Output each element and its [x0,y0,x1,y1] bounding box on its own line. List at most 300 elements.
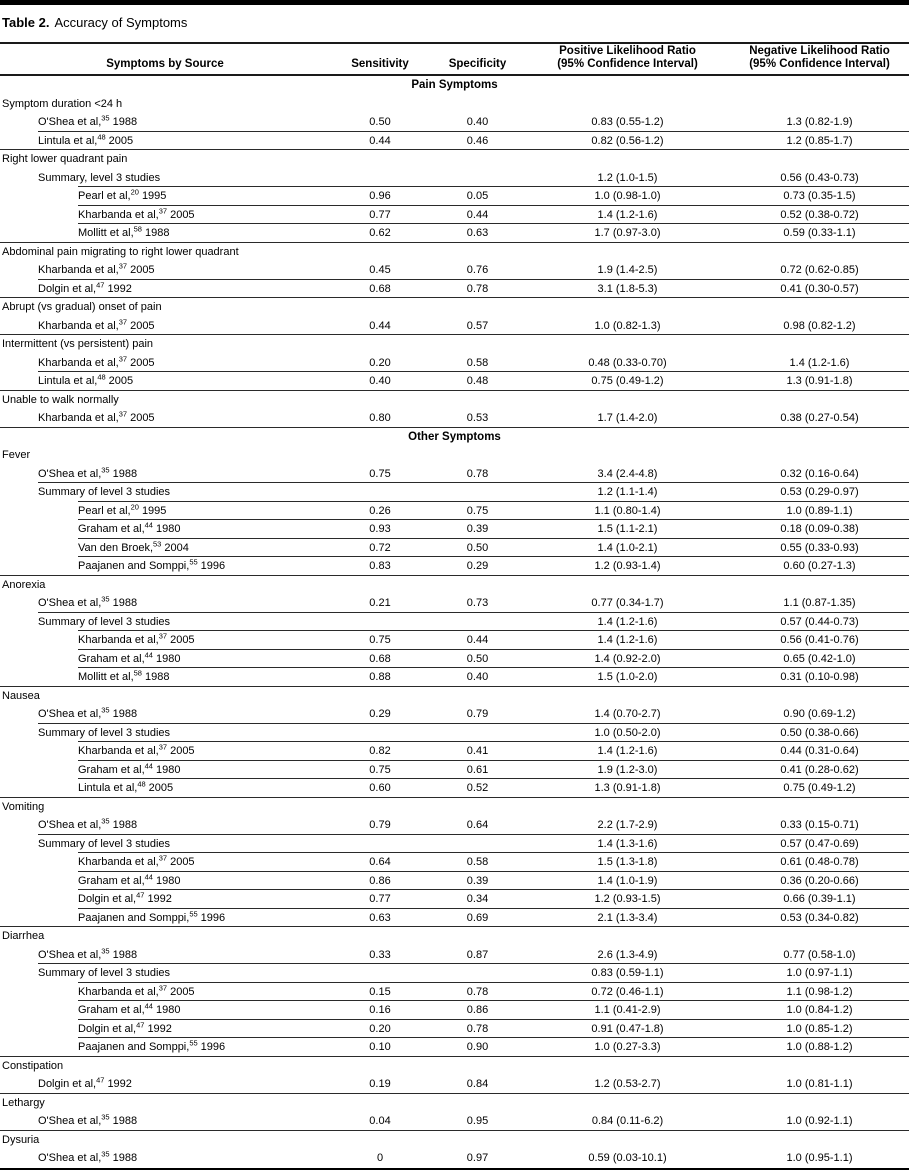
study-source-cell [0,557,330,576]
section-title: Pain Symptoms [411,79,498,91]
study-source-cell [0,1149,330,1168]
positive-lr-cell: 3.4 (2.4-4.8) [597,467,658,480]
study-source-cell [0,372,330,391]
sensitivity-cell: 0.75 [369,634,391,646]
symptom-group-row [0,927,909,946]
study-name: Graham et al, [78,874,145,887]
study-row [0,1038,909,1057]
specificity-cell: 0.44 [466,634,489,646]
study-source-cell [0,354,330,373]
study-year: 2005 [170,745,195,757]
negative-lr-cell: 0.55 (0.33-0.93) [780,541,859,554]
study-row [0,613,909,632]
positive-lr-cell: 0.77 (0.34-1.7) [591,597,664,609]
specificity-cell: 0.73 [466,597,489,609]
study-source-cell [0,724,330,743]
study-name: Lintula et al, [38,134,98,147]
sensitivity-cell: 0.79 [369,819,391,831]
study-name: O'Shea et al, [38,1152,102,1164]
negative-lr-cell: 0.18 (0.09-0.38) [780,523,859,535]
study-source-cell [0,705,330,724]
study-source-cell [0,853,330,872]
negative-lr-cell: 0.52 (0.38-0.72) [780,208,859,221]
negative-lr-cell: 1.0 (0.89-1.1) [786,504,853,517]
study-row [0,409,909,428]
reference-superscript: 35 [101,1149,110,1159]
study-row [0,502,909,521]
negative-lr-cell: 0.50 (0.38-0.66) [780,726,859,739]
negative-lr-cell: 1.0 (0.95-1.1) [786,1152,853,1164]
reference-superscript: 37 [158,853,168,863]
positive-lr-cell: 0.82 (0.56-1.2) [591,134,664,147]
negative-lr-cell: 1.0 (0.88-1.2) [786,1041,853,1053]
study-row [0,1001,909,1020]
sensitivity-cell: 0.04 [369,1115,391,1127]
negative-lr-cell: 1.0 (0.81-1.1) [786,1078,853,1090]
study-year: 2005 [170,634,195,646]
positive-lr-cell: 1.2 (1.1-1.4) [597,486,658,498]
study-name: Kharbanda et al, [78,208,159,221]
positive-lr-cell: 3.1 (1.8-5.3) [597,282,658,295]
study-source-cell [0,1038,330,1057]
negative-lr-cell: 0.75 (0.49-1.2) [783,782,856,794]
sensitivity-cell: 0.68 [369,652,391,665]
negative-lr-cell: 1.3 (0.82-1.9) [786,116,853,128]
sensitivity-cell: 0.93 [369,523,391,535]
negative-lr-cell: 0.33 (0.15-0.71) [780,819,859,831]
symptom-group-row [0,687,909,706]
negative-lr-cell: 0.41 (0.30-0.57) [780,282,859,295]
study-row [0,853,909,872]
study-name: Graham et al, [78,1004,145,1016]
study-name: O'Shea et al, [38,597,102,609]
negative-lr-cell: 1.1 (0.98-1.2) [786,985,853,998]
positive-lr-cell: 1.4 (1.0-1.9) [597,874,658,887]
positive-lr-cell: 1.2 (0.93-1.5) [594,893,661,905]
symptom-group-label: Anorexia [2,578,46,591]
study-name: Kharbanda et al, [78,745,159,757]
reference-superscript: 37 [118,261,128,271]
study-year: 2005 [170,985,195,998]
study-year: 1995 [141,504,167,517]
study-row [0,1149,909,1168]
sensitivity-cell: 0 [376,1152,384,1164]
study-row [0,206,909,225]
sensitivity-cell: 0.96 [369,190,391,202]
symptom-group-label: Symptom duration <24 h [2,97,123,110]
study-year: 2005 [108,375,134,387]
symptom-group-row [0,446,909,465]
study-row [0,483,909,502]
positive-lr-cell: 1.5 (1.3-1.8) [597,856,658,868]
study-year: 1988 [112,948,138,961]
symptom-group-row [0,1094,909,1113]
specificity-cell: 0.97 [466,1152,489,1164]
symptom-group-row [0,150,909,169]
study-name: Mollitt et al, [78,227,134,239]
study-source-cell [0,946,330,965]
study-name: Graham et al, [78,763,145,776]
specificity-cell: 0.78 [466,282,489,295]
reference-superscript: 58 [133,224,142,234]
reference-superscript: 35 [101,705,110,715]
specificity-cell: 0.79 [466,708,489,720]
study-name: O'Shea et al, [38,708,102,720]
study-name: Lintula et al, [38,375,98,387]
study-year: 1992 [147,893,172,905]
specificity-cell: 0.46 [466,134,489,147]
reference-superscript: 37 [158,205,168,215]
positive-lr-cell: 0.83 (0.59-1.1) [591,967,664,979]
study-row [0,761,909,780]
study-row [0,650,909,669]
specificity-cell: 0.57 [466,319,489,332]
reference-superscript: 20 [130,501,139,511]
section-header-row [0,76,909,95]
specificity-cell: 0.44 [466,208,489,221]
positive-lr-cell: 1.4 (1.2-1.6) [597,745,658,757]
study-year: 1980 [155,763,181,776]
study-source-cell [0,317,330,336]
symptom-group-label: Abdominal pain migrating to right lower quadrant [2,245,239,258]
specificity-cell: 0.39 [466,523,489,535]
study-year: 1988 [112,1115,138,1127]
study-source-cell [0,132,330,151]
column-header-specificity [430,58,525,71]
specificity-cell: 0.52 [466,782,489,794]
positive-lr-cell: 0.91 (0.47-1.8) [591,1022,664,1035]
study-source-cell [0,483,330,502]
study-source-cell [0,594,330,613]
reference-superscript: 37 [118,316,128,326]
negative-lr-cell: 0.44 (0.31-0.64) [780,745,859,757]
positive-lr-cell: 0.72 (0.46-1.1) [591,985,664,998]
study-year: 2005 [130,264,155,276]
specificity-cell: 0.41 [466,745,489,757]
reference-superscript: 44 [144,871,153,881]
study-source-cell [0,1020,330,1039]
reference-superscript: 37 [158,631,168,641]
reference-superscript: 55 [189,908,198,918]
negative-lr-cell: 0.53 (0.34-0.82) [780,911,859,924]
study-row [0,872,909,891]
positive-lr-cell: 1.4 (1.3-1.6) [597,837,658,850]
specificity-cell: 0.53 [466,412,489,424]
study-name: Graham et al, [78,652,145,665]
study-row [0,224,909,243]
reference-superscript: 44 [144,520,153,530]
positive-lr-cell: 1.1 (0.80-1.4) [594,504,661,517]
positive-lr-cell: 1.0 (0.50-2.0) [594,726,661,739]
specificity-cell: 0.58 [466,356,489,369]
reference-superscript: 37 [118,409,128,419]
sensitivity-cell: 0.82 [369,745,391,757]
symptom-group-row [0,335,909,354]
study-row [0,779,909,798]
reference-superscript: 35 [101,1112,110,1122]
reference-superscript: 44 [144,760,153,770]
symptom-group-label: Nausea [2,689,40,702]
positive-lr-cell: 0.83 (0.55-1.2) [591,116,664,128]
study-year: 2005 [148,782,174,794]
negative-lr-cell: 0.73 (0.35-1.5) [783,190,856,202]
study-row [0,132,909,151]
study-name: Dolgin et al, [38,1078,97,1090]
study-source-cell [0,280,330,299]
negative-lr-cell: 1.4 (1.2-1.6) [789,356,850,369]
specificity-cell: 0.86 [466,1004,489,1016]
sensitivity-cell: 0.20 [369,356,391,369]
study-row [0,1020,909,1039]
study-row [0,113,909,132]
positive-lr-cell: 1.4 (1.2-1.6) [597,634,658,646]
negative-lr-cell: 0.98 (0.82-1.2) [783,319,856,332]
negative-lr-cell: 0.57 (0.47-0.69) [780,837,859,850]
sensitivity-cell: 0.44 [369,319,391,332]
reference-superscript: 58 [133,668,142,678]
study-name: Pearl et al, [78,504,131,517]
specificity-cell: 0.84 [466,1078,489,1090]
study-name: Kharbanda et al, [78,985,159,998]
study-year: 1980 [155,523,181,535]
study-year: 1980 [155,1004,181,1016]
study-year: 1980 [155,652,181,665]
study-year: 1988 [144,227,170,239]
sensitivity-cell: 0.88 [369,671,391,683]
column-header-source [0,58,330,71]
study-row [0,520,909,539]
study-year: 1996 [200,911,226,924]
study-name: O'Shea et al, [38,1115,102,1127]
reference-superscript: 44 [144,1001,153,1011]
study-name: Dolgin et al, [38,282,97,295]
study-year: 1988 [112,708,138,720]
study-source-cell [0,983,330,1002]
study-source-cell [0,502,330,521]
sensitivity-cell: 0.50 [369,116,391,128]
table-caption: Accuracy of Symptoms [54,15,188,30]
study-name: Summary of level 3 studies [38,837,171,850]
specificity-cell: 0.63 [466,227,489,239]
study-source-cell [0,1075,330,1094]
column-header-positive-lr-line2: (95% Confidence Interval) [557,58,698,70]
negative-lr-cell: 1.0 (0.84-1.2) [786,1004,853,1016]
study-year: 1992 [147,1022,172,1035]
reference-superscript: 35 [101,816,110,826]
sensitivity-cell: 0.29 [369,708,391,720]
positive-lr-cell: 1.4 (1.2-1.6) [597,615,658,628]
reference-superscript: 37 [158,742,168,752]
study-row [0,1112,909,1131]
reference-superscript: 53 [153,538,162,548]
study-name: Graham et al, [78,523,145,535]
positive-lr-cell: 1.3 (0.91-1.8) [594,782,661,794]
positive-lr-cell: 1.7 (1.4-2.0) [597,412,658,424]
negative-lr-cell: 0.53 (0.29-0.97) [780,486,859,498]
study-name: Summary of level 3 studies [38,486,171,498]
positive-lr-cell: 1.0 (0.27-3.3) [594,1041,661,1053]
study-row [0,594,909,613]
study-year: 1980 [155,874,181,887]
reference-superscript: 48 [137,779,146,789]
study-source-cell [0,761,330,780]
sensitivity-cell: 0.45 [369,264,391,276]
study-row [0,354,909,373]
study-source-cell [0,816,330,835]
study-year: 1988 [112,116,138,128]
sensitivity-cell: 0.64 [369,856,391,868]
specificity-cell: 0.58 [466,856,489,868]
reference-superscript: 44 [144,649,153,659]
specificity-cell: 0.95 [466,1115,489,1127]
negative-lr-cell: 0.65 (0.42-1.0) [783,652,856,665]
symptom-group-label: Intermittent (vs persistent) pain [2,338,154,350]
reference-superscript: 35 [101,113,110,123]
positive-lr-cell: 1.2 (0.93-1.4) [594,560,661,572]
sensitivity-cell: 0.10 [369,1041,391,1053]
study-year: 1996 [200,1041,226,1053]
negative-lr-cell: 0.60 (0.27-1.3) [783,560,856,572]
study-source-cell [0,779,330,798]
symptom-group-label: Fever [2,449,31,461]
study-name: Summary of level 3 studies [38,615,171,628]
study-name: Paajanen and Somppi, [78,560,190,572]
negative-lr-cell: 0.31 (0.10-0.98) [780,671,859,683]
sensitivity-cell: 0.63 [369,911,391,924]
sensitivity-cell: 0.72 [369,541,391,554]
study-source-cell [0,742,330,761]
negative-lr-cell: 0.72 (0.62-0.85) [780,264,859,276]
symptom-group-row [0,391,909,410]
study-source-cell [0,872,330,891]
study-name: Summary, level 3 studies [38,171,161,184]
negative-lr-cell: 0.41 (0.28-0.62) [780,763,859,776]
study-name: Pearl et al, [78,190,131,202]
study-year: 1988 [112,467,138,480]
study-row [0,261,909,280]
reference-superscript: 35 [101,594,110,604]
study-year: 1988 [112,819,138,831]
study-row [0,557,909,576]
study-year: 2005 [130,319,155,332]
study-row [0,539,909,558]
symptom-group-label: Vomiting [2,800,45,813]
column-header-source-label: Symptoms by Source [106,58,224,70]
study-name: Kharbanda et al, [38,412,119,424]
reference-superscript: 47 [136,1019,145,1029]
positive-lr-cell: 2.6 (1.3-4.9) [597,948,658,961]
sensitivity-cell: 0.68 [369,282,391,295]
sensitivity-cell: 0.75 [369,763,391,776]
study-row [0,372,909,391]
section-header-row [0,428,909,447]
positive-lr-cell: 1.4 (0.92-2.0) [594,652,661,665]
study-name: Dolgin et al, [78,893,137,905]
sensitivity-cell: 0.16 [369,1004,391,1016]
study-source-cell [0,890,330,909]
column-header-negative-lr [730,45,909,71]
study-name: O'Shea et al, [38,948,102,961]
study-row [0,280,909,299]
symptom-group-label: Abrupt (vs gradual) onset of pain [2,301,162,313]
specificity-cell: 0.90 [466,1041,489,1053]
positive-lr-cell: 1.0 (0.98-1.0) [594,190,661,202]
specificity-cell: 0.75 [466,504,489,517]
reference-superscript: 20 [130,187,139,197]
specificity-cell: 0.78 [466,1022,489,1035]
study-year: 1988 [112,1152,138,1164]
sensitivity-cell: 0.86 [369,874,391,887]
study-row [0,983,909,1002]
symptom-group-label: Constipation [2,1059,64,1072]
study-name: Paajanen and Somppi, [78,1041,190,1053]
positive-lr-cell: 2.2 (1.7-2.9) [597,819,658,831]
reference-superscript: 37 [118,353,128,363]
study-row [0,631,909,650]
negative-lr-cell: 0.32 (0.16-0.64) [780,467,859,480]
symptom-group-row [0,798,909,817]
reference-superscript: 55 [189,557,198,567]
sensitivity-cell: 0.77 [369,893,391,905]
study-source-cell [0,224,330,243]
study-row [0,187,909,206]
study-source-cell [0,650,330,669]
sensitivity-cell: 0.77 [369,208,391,221]
column-header-positive-lr [525,45,730,71]
reference-superscript: 47 [96,1075,105,1085]
negative-lr-cell: 1.0 (0.85-1.2) [786,1022,853,1035]
study-year: 1992 [107,282,132,295]
study-source-cell [0,465,330,484]
reference-superscript: 55 [189,1038,198,1048]
sensitivity-cell: 0.44 [369,134,391,147]
study-year: 1988 [144,671,170,683]
specificity-cell: 0.34 [466,893,489,905]
column-header-sensitivity-label: Sensitivity [351,58,409,70]
study-source-cell [0,668,330,687]
sensitivity-cell: 0.26 [369,504,391,517]
positive-lr-cell: 2.1 (1.3-3.4) [597,911,658,924]
study-year: 1992 [107,1078,132,1090]
study-year: 2005 [130,412,155,424]
specificity-cell: 0.48 [466,375,489,387]
column-header-specificity-label: Specificity [448,58,507,70]
positive-lr-cell: 1.4 (1.0-2.1) [597,541,658,554]
table-header-row [0,42,909,76]
study-row [0,964,909,983]
study-row [0,705,909,724]
study-row [0,742,909,761]
symptom-group-row [0,298,909,317]
reference-superscript: 35 [101,464,110,474]
study-row [0,1075,909,1094]
column-header-negative-lr-line1: Negative Likelihood Ratio [749,45,890,57]
sensitivity-cell: 0.80 [369,412,391,424]
study-name: Kharbanda et al, [38,356,119,369]
negative-lr-cell: 0.38 (0.27-0.54) [780,412,859,424]
study-name: Van den Broek, [78,541,154,554]
positive-lr-cell: 1.0 (0.82-1.3) [594,319,661,332]
symptom-group-row [0,243,909,262]
study-row [0,317,909,336]
study-row [0,816,909,835]
positive-lr-cell: 1.1 (0.41-2.9) [594,1004,661,1016]
study-source-cell [0,206,330,225]
specificity-cell: 0.64 [466,819,489,831]
specificity-cell: 0.39 [466,874,489,887]
study-row [0,169,909,188]
study-name: O'Shea et al, [38,467,102,480]
